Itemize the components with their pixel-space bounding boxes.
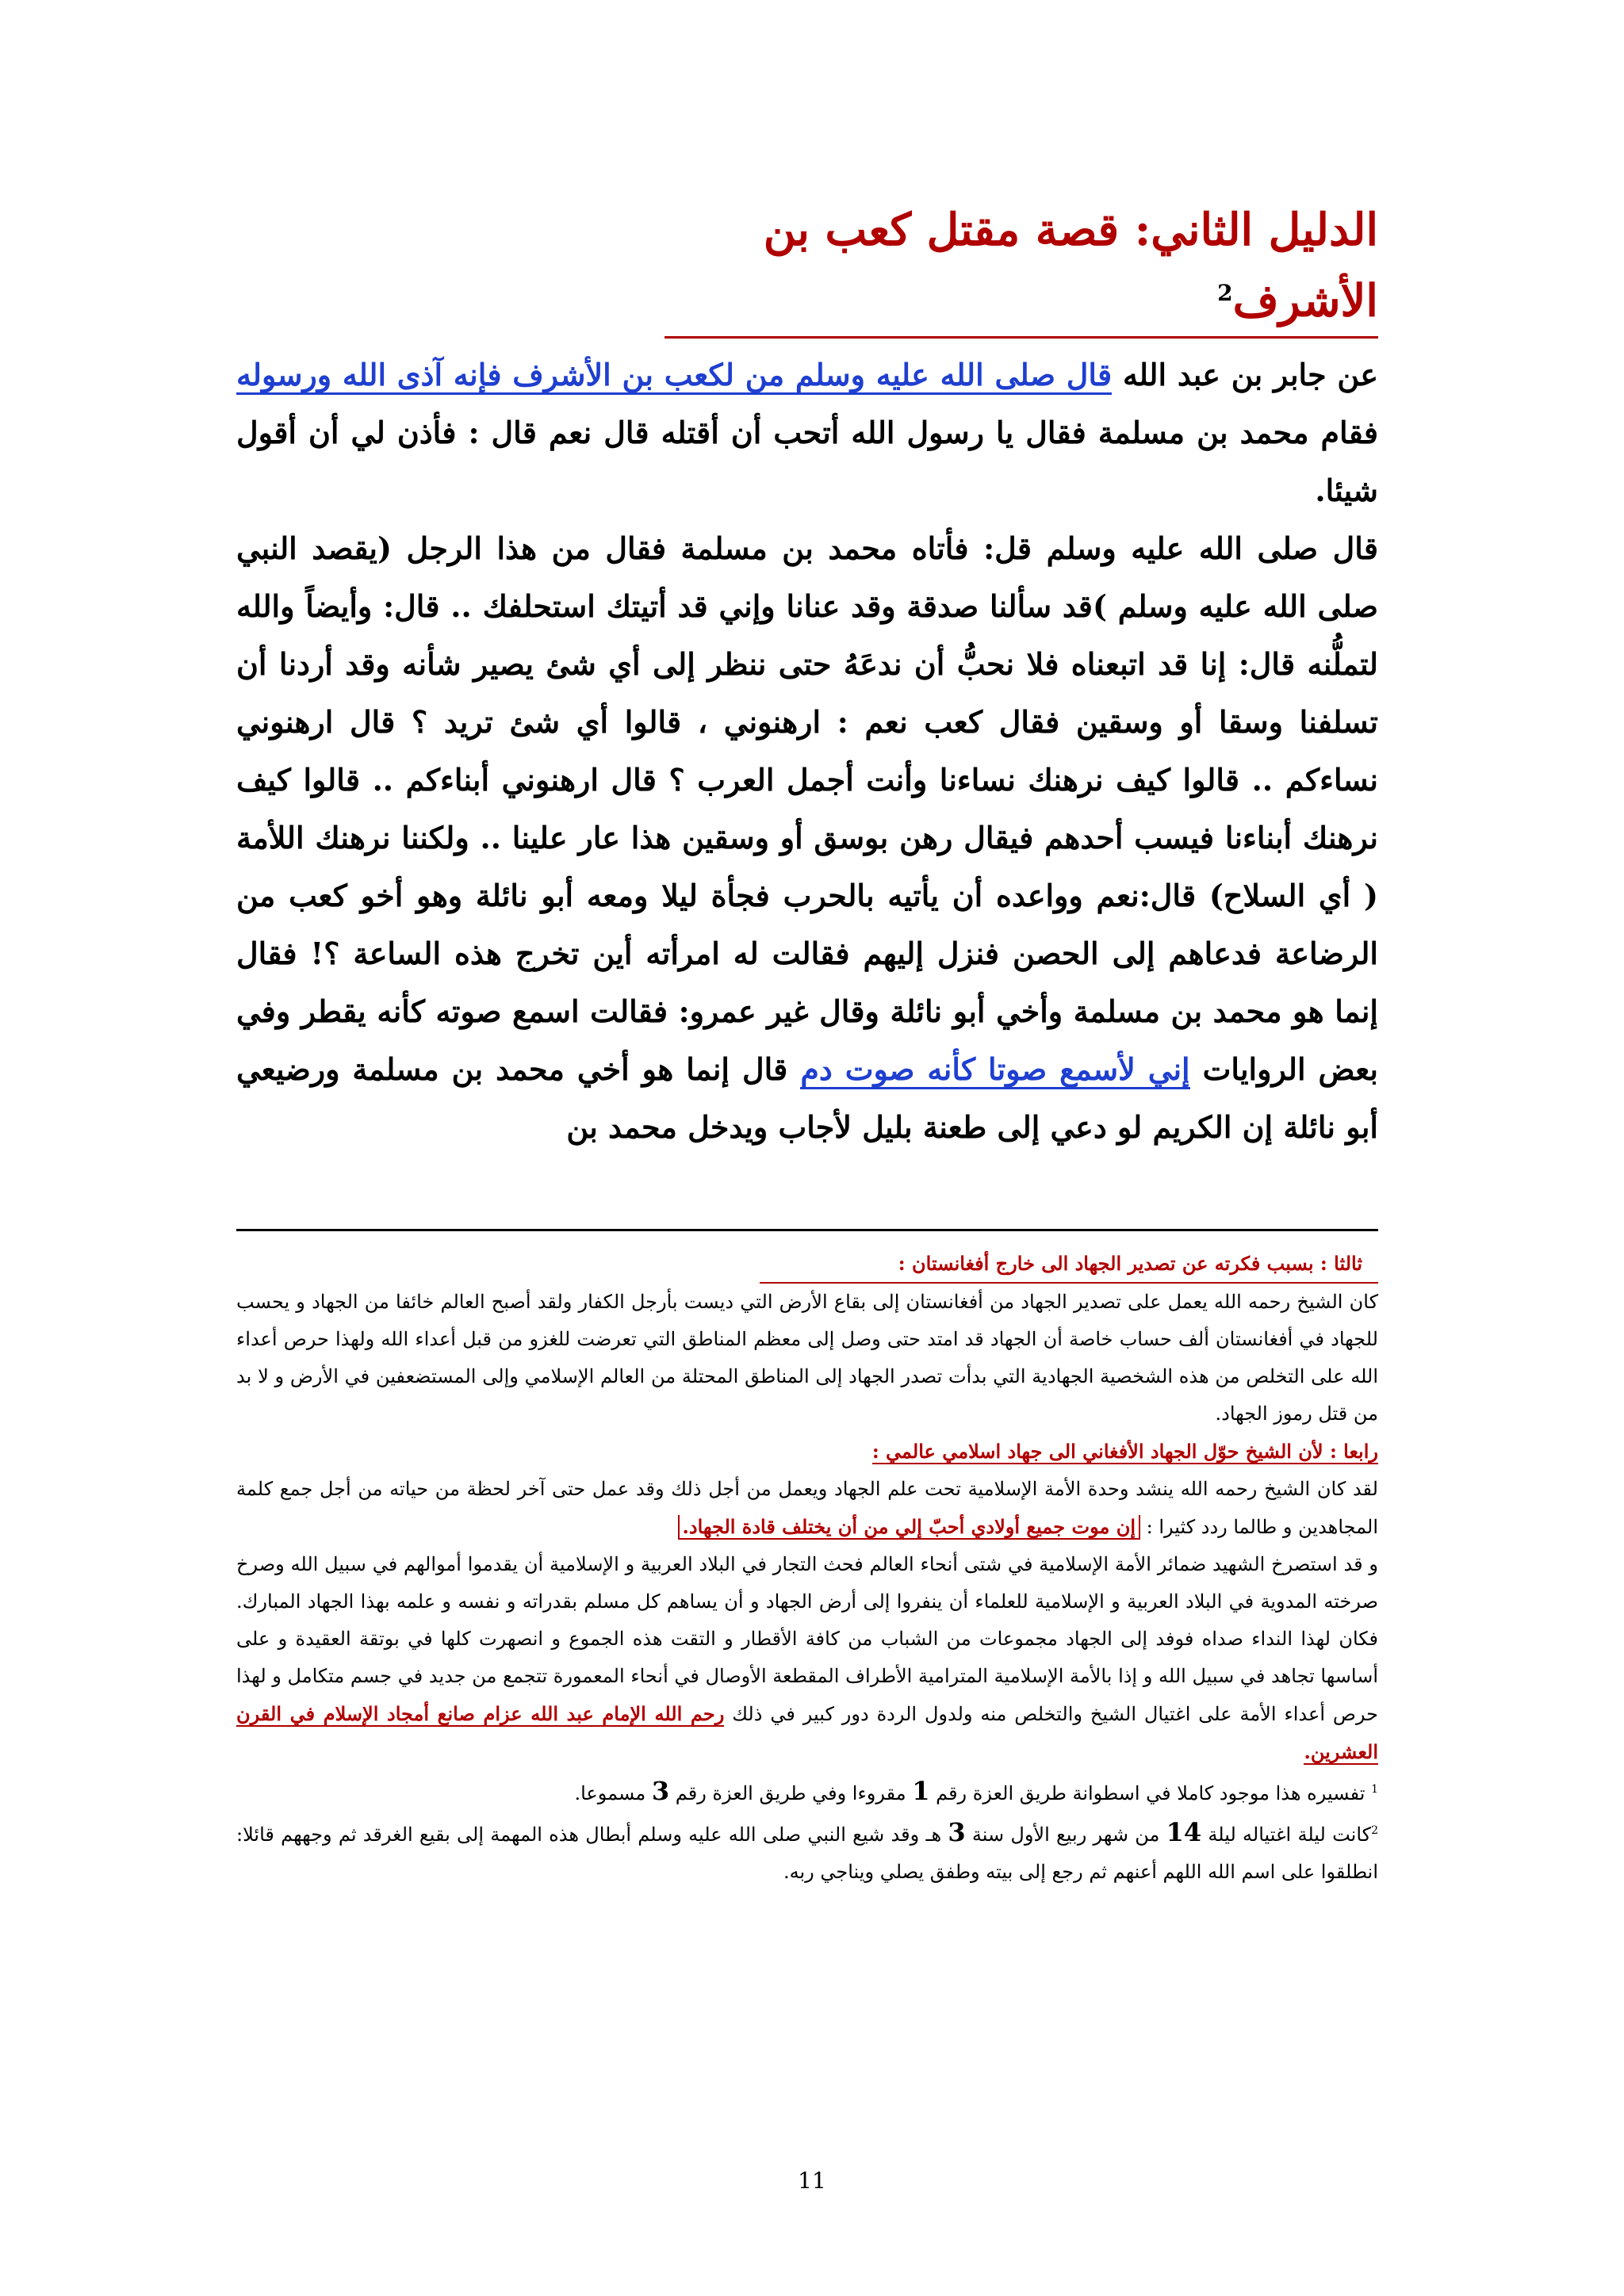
title-text: الدليل الثاني: قصة مقتل كعب بن الأشرف (763, 204, 1378, 327)
footnote-2-text-c: هـ وقد شيع النبي صلى الله عليه وسلم أبطال هذه المهمة إلى بقيع الغرقد ثم وجههم قائلا: انطلقوا على اسم الله اللهم أعنهم ثم رجع إلى بيته وطفق يصلي ويناجي ربه. (236, 1823, 1378, 1883)
hadith-highlight-2: إني لأسمع صوتا كأنه صوت دم (800, 1051, 1189, 1089)
note-paragraph-4-text: لقد كان الشيخ رحمه الله ينشد وحدة الأمة الإسلامية تحت علم الجهاد ويعمل من أجل ذلك وقد عمل حتى آخر لحظة من حياته من أجل جمع كلمة المجاهدين و طالما ردد كثيرا : (236, 1478, 1378, 1538)
note-paragraph-3: كان الشيخ رحمه الله يعمل على تصدير الجهاد من أفغانستان إلى بقاع الأرض التي ديست بأرجل الكفار ولقد أصبح العالم خائفا من الجهاد و يحسب للجهاد في أفغانستان ألف حساب خاصة أن الجهاد قد امتد حتى وصل إلى معظم المناطق التي تعرضت للغزو من قبل أعداء الله ولهذا حرص أعداء الله على التخلص من هذه الشخصية الجهادية التي بدأت تصدر الجهاد إلى المناطق المحتلة من العالم الإسلامي وإلى المستضعفين في الأرض و لا بد من قتل رموز الجهاد. (236, 1291, 1378, 1425)
main-text (236, 346, 1378, 1156)
footnote-1-text-c: مسموعا. (574, 1782, 652, 1804)
footnote-1-text-a: تفسيره هذا موجود كاملا في اسطوانة طريق العزة رقم (929, 1782, 1372, 1804)
paragraph-1-rest: فقام محمد بن مسلمة فقال يا رسول الله أتحب أن أقتله قال نعم قال : فأذن لي أن أقول شيئا. (236, 415, 1378, 508)
note-heading-3-row (236, 1245, 1378, 1284)
footnote-2-marker: 2 (1371, 1824, 1378, 1837)
footnote-2 (236, 1812, 1378, 1891)
note-heading-4: رابعا : لأن الشيخ حوّل الجهاد الأفغاني الى جهاد اسلامي عالمي : (871, 1440, 1378, 1463)
paragraph-2-rest: قال إنما هو أخي محمد بن مسلمة ورضيعي أبو نائلة إن الكريم لو دعي إلى طعنة بليل لأجاب ويدخل محمد بن (236, 1051, 1378, 1145)
hadith-highlight-1: قال صلى الله عليه وسلم من لكعب بن الأشرف فإنه آذى الله ورسوله (236, 357, 1112, 395)
footnote-2-text-b: من شهر ربيع الأول سنة (965, 1823, 1166, 1846)
title-footnote-ref: 2 (1217, 280, 1233, 306)
footnote-1-text-b: مقروءا وفي طريق العزة رقم (669, 1782, 913, 1804)
footnote-1-number-b: 3 (651, 1776, 670, 1806)
footnote-1 (236, 1771, 1378, 1812)
title-block (665, 198, 1378, 339)
footnote-2-number-a: 14 (1166, 1817, 1202, 1847)
footnote-2-text-a: كانت ليلة اغتياله ليلة (1201, 1823, 1372, 1846)
paragraph-2 (236, 519, 1378, 1156)
paragraph-1 (236, 346, 1378, 519)
note-paragraph-5-text: و قد استصرخ الشهيد ضمائر الأمة الإسلامية في شتى أنحاء العالم فحث التجار في البلاد العربية و الإسلامية أن يقدموا أموالهم في سبيل الله وصرخ صرخته المدوية في البلاد العربية و الإسلامية للعلماء أن ينفروا إلى أرض الجهاد و أن يساهم كل مسلم بقدراته و نفسه و علمه بهذا الجهاد المبارك. فكان لهذا النداء صداه فوفد إلى الجهاد مجموعات من الشباب من كافة الأقطار و التقت هذه الجموع و انصهرت كلها في بوتقة العقيدة و على أساسها تجاهد في سبيل الله و إذا بالأمة الإسلامية المترامية الأطراف المقطعة الأوصال في أنحاء المعمورة تتجمع من جديد في جسم متكامل و لهذا حرص أعداء الأمة على اغتيال الشيخ والتخلص منه ولدول الردة دور كبير في ذلك (236, 1553, 1378, 1725)
note-paragraph-5 (236, 1546, 1378, 1771)
page-number: 11 (798, 2168, 826, 2194)
paragraph-1-intro: عن جابر بن عبد الله (1112, 357, 1378, 392)
footnote-1-marker: 1 (1371, 1783, 1378, 1796)
page-title (665, 198, 1378, 339)
quote-highlight: إن موت جميع أولادي أحبّ إلي من أن يختلف قادة الجهاد. (678, 1515, 1140, 1540)
footnote-1-number-a: 1 (912, 1776, 930, 1806)
note-paragraph-4 (236, 1471, 1378, 1546)
closing-highlight: رحم الله الإمام عبد الله عزام صانع أمجاد الإسلام في القرن العشرين. (236, 1702, 1378, 1763)
note-heading-3: ثالثا : بسبب فكرته عن تصدير الجهاد الى خارج أفغانستان : (760, 1245, 1378, 1284)
footnote-2-number-b: 3 (948, 1817, 966, 1847)
paragraph-2-text: قال صلى الله عليه وسلم قل: فأتاه محمد بن مسلمة فقال من هذا الرجل (يقصد النبي صلى الله عليه وسلم )قد سألنا صدقة وقد عنانا وإني قد أتيتك استحلفك .. قال: وأيضاً والله لتملُّنه قال: إنا قد اتبعناه فلا نحبُّ أن ندعَهُ حتى ننظر إلى أي شئ يصير شأنه وقد أردنا أن تسلفنا وسقا أو وسقين فقال كعب نعم : ارهنوني ، قالوا أي شئ تريد ؟ قال ارهنوني نساءكم .. قالوا كيف نرهنك نساءنا وأنت أجمل العرب ؟ قال ارهنوني أبناءكم .. قالوا كيف نرهنك أبناءنا فيسب أحدهم فيقال رهن بوسق أو وسقين هذا عار علينا .. ولكننا نرهنك اللأمة ( أي السلاح) قال:نعم وواعده أن يأتيه بالحرب فجأة ليلا ومعه أبو نائلة وهو أخو كعب من الرضاعة فدعاهم إلى الحصن فنزل إليهم فقالت له امرأته أين تخرج هذه الساعة ؟! فقال إنما هو محمد بن مسلمة وأخي أبو نائلة وقال غير عمرو: فقالت اسمع صوته كأنه يقطر وفي بعض الروايات (236, 530, 1379, 1087)
footnote-separator (236, 1229, 1378, 1231)
footnotes-section (236, 1245, 1378, 1891)
note-heading-4-row (236, 1433, 1378, 1471)
